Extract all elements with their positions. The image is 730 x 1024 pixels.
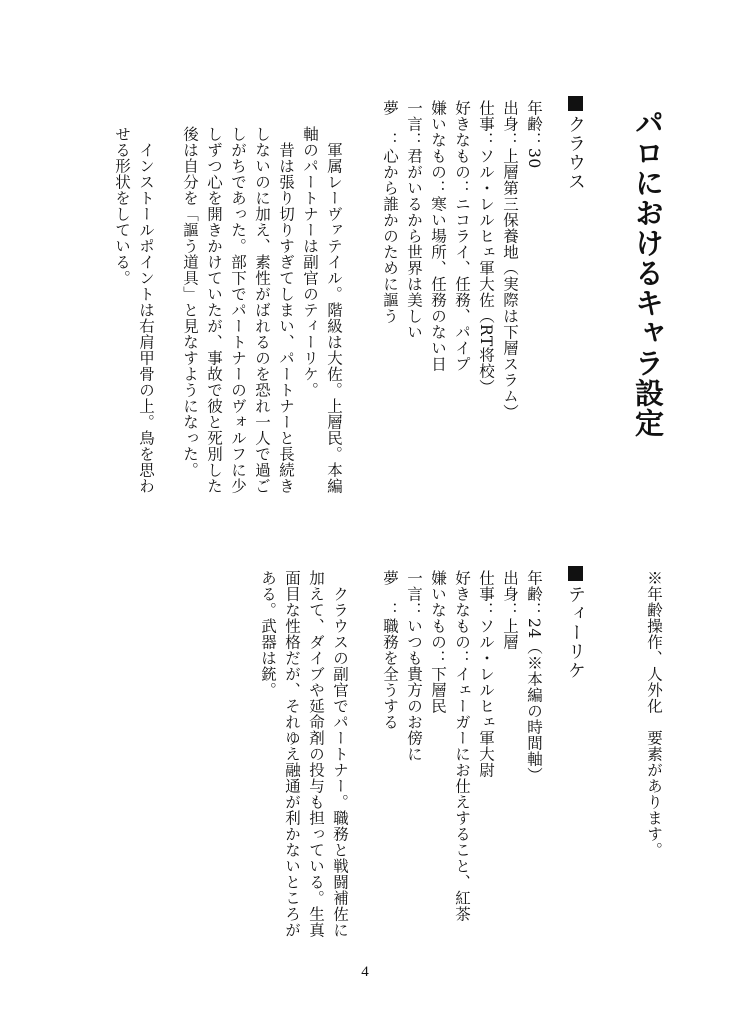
paragraph-line: 加えて、ダイブや延命剤の投与も担っている。生真 (307, 570, 325, 938)
profile-line: 一言：いつも貴方のお傍に (405, 570, 423, 762)
profile-line: 出身：上層 (501, 570, 519, 650)
profile-line: 年齢：30 (525, 100, 543, 169)
section-heading-text: ティーリケ (565, 585, 586, 680)
paragraph-line: クラウスの副官でパートナー。職務と戦闘補佐に (331, 585, 349, 938)
paragraph-line: 面目な性格だが、それゆえ融通が利かないところが (283, 570, 301, 938)
profile-line: 出身：上層第三保養地（実際は下層スラム） (501, 100, 519, 420)
klaus-profile (370, 100, 546, 420)
section-heading-tiilike (562, 566, 588, 680)
klaus-description-2 (102, 126, 158, 494)
profile-line: 好きなもの：ニコライ、任務、パイプ (453, 100, 471, 372)
paragraph-line: しずつ心を開きかけていたが、事故で彼と死別した (205, 126, 223, 494)
klaus-description (170, 126, 346, 494)
profile-line: 嫌いなもの：寒い場所、任務のない日 (429, 100, 447, 372)
profile-line: 年齢：24（※本編の時間軸） (525, 570, 543, 783)
section-heading-text: クラウス (565, 115, 586, 191)
page-title: パロにおけるキャラ設定 (631, 108, 665, 438)
square-bullet-icon (568, 566, 583, 581)
profile-line: 夢 ：心から誰かのために謳う (381, 100, 399, 324)
profile-line: 夢 ：職務を全うする (381, 570, 399, 730)
profile-line: 仕事：ソル・レルヒェ軍大尉 (477, 570, 495, 778)
paragraph-line: しがちであった。部下でパートナーのヴォルフに少 (229, 126, 247, 494)
section-heading-klaus (562, 96, 588, 191)
profile-line: 一言：君がいるから世界は美しい (405, 100, 423, 340)
profile-line: 仕事：ソル・レルヒェ軍大佐（RT将校） (477, 100, 495, 395)
profile-line: 嫌いなもの：下層民 (429, 570, 447, 714)
paragraph-line: 軍属レーヴァテイル。階級は大佐。上層民。本編 (325, 141, 343, 494)
paragraph-line: 後は自分を「謳う道具」と見なすようになった。 (181, 126, 199, 478)
square-bullet-icon (568, 96, 583, 111)
paragraph-line: 昔は張り切りすぎてしまい、パートナーと長続き (277, 141, 295, 494)
page-number: 4 (361, 964, 369, 980)
paragraph-line: インストールポイントは右肩甲骨の上。鳥を思わ (137, 141, 155, 494)
note-text: ※年齢操作、人外化 要素があります。 (645, 570, 663, 858)
paragraph-line: せる形状をしている。 (113, 126, 131, 286)
tiilike-description (248, 570, 352, 938)
paragraph-line: ある。武器は銃。 (259, 570, 277, 698)
tiilike-profile (370, 570, 546, 922)
paragraph-line: 軸のパートナーは副官のティーリケ。 (301, 126, 319, 398)
paragraph-line: しないのに加え、素性がばれるのを恐れ一人で過ご (253, 126, 271, 494)
profile-line: 好きなもの：イェーガーにお仕えすること、紅茶 (453, 570, 471, 922)
